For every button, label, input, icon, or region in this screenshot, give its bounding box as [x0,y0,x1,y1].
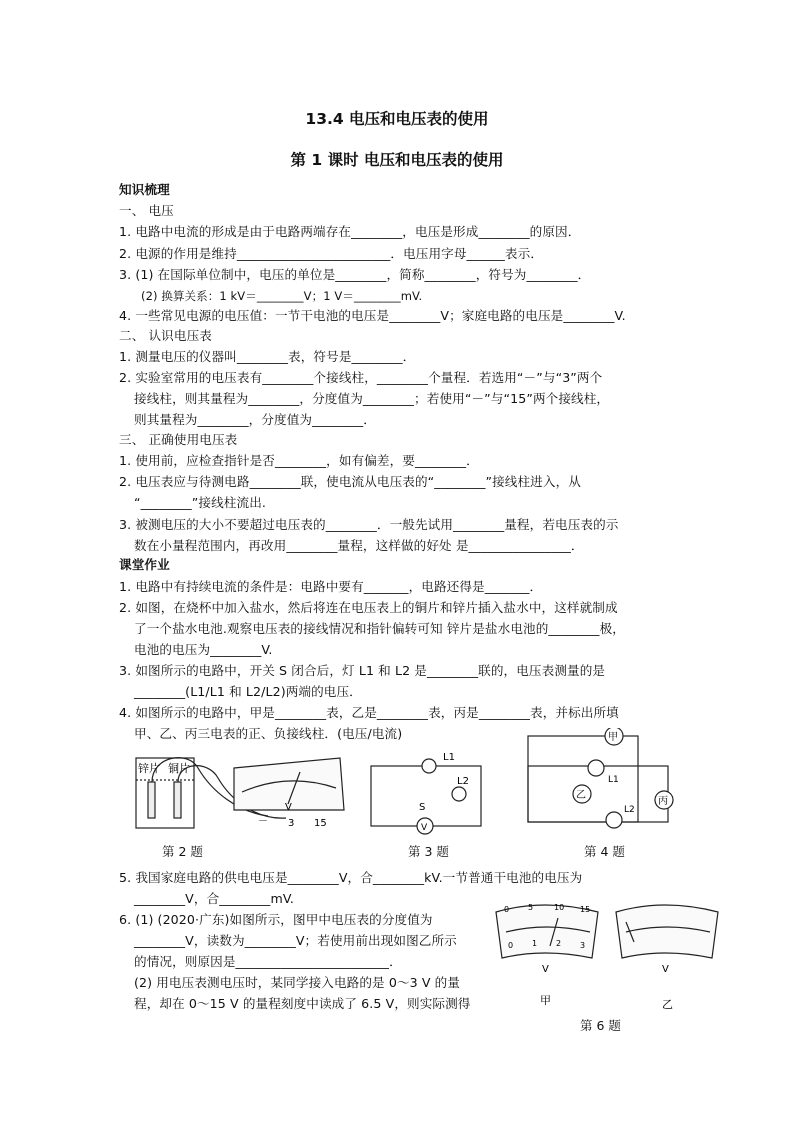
question-line: ________V，读数为________V；若使用前出现如图乙所示 [134,933,457,948]
question-line: “________”接线柱流出. [134,495,266,510]
heading-usage: 三、 正确使用电压表 [119,432,238,447]
heading-voltage: 一、 电压 [119,203,174,218]
page-title: 13.4 电压和电压表的使用 [305,110,489,128]
question-line: 电池的电压为________V. [134,642,273,657]
figure-3-circuit [365,752,490,838]
scale-bottom-0: 0 [508,941,514,950]
label-s: S [419,802,426,813]
scale-bottom-2: 2 [556,939,562,948]
question-line: 2. 实验室常用的电压表有________个接线柱，________个量程．若选用“－”与“3”两个 [119,370,603,385]
label-l2: L2 [457,776,469,787]
question-line: 4. 如图所示的电路中，甲是________表，乙是________表，丙是________表，并标出所填 [119,705,619,720]
question-line: 2. 电源的作用是维持________________________．电压用字母______表示． [119,246,544,261]
question-line: 2. 电压表应与待测电路________联，使电流从电压表的“________”接线柱进入，从 [119,474,581,489]
scale-bottom-1: 1 [532,939,538,948]
label-v-jia: V [542,964,549,975]
label-zinc: 锌片 [138,762,160,775]
question-line: 接线柱，则其量程为________，分度值为________；若使用“－”与“15”两个接线柱， [134,391,610,406]
question-line: 甲、乙、丙三电表的正、负接线柱．(电压/电流) [134,726,403,741]
question-line: 4. 一些常见电源的电压值：一节干电池的电压是________V；家庭电路的电压是________V. [119,308,626,323]
caption-fig2: 第 2 题 [162,844,203,859]
caption-fig6: 第 6 题 [580,1018,621,1033]
question-line: 1. 电路中电流的形成是由于电路两端存在________，电压是形成________的原因． [119,224,581,239]
question-line: ________(L1/L1 和 L2/L2)两端的电压． [134,684,362,699]
heading-voltmeter: 二、 认识电压表 [119,328,212,343]
terminal-3: 3 [288,818,295,829]
question-line: (2) 换算关系：1 kV＝________V；1 V＝________mV. [141,289,423,303]
figure-6-voltmeters [494,900,729,1010]
question-line: 1. 电路中有持续电流的条件是：电路中要有_______，电路还得是_______． [119,579,543,594]
meter-jia: 甲 [608,732,618,743]
section-classwork: 课堂作业 [119,557,170,572]
label-l2: L2 [624,805,635,815]
question-line: 5. 我国家庭电路的供电电压是________V，合________kV.一节普通干电池的电压为 [119,870,583,885]
question-line: 1. 使用前，应检查指针是否________，如有偏差，要________． [119,453,479,468]
caption-fig4: 第 4 题 [584,844,625,859]
caption-fig3: 第 3 题 [408,844,449,859]
section-knowledge: 知识梳理 [119,182,170,197]
terminal-minus: － [258,816,268,827]
question-line: 2. 如图，在烧杯中加入盐水，然后将连在电压表上的铜片和锌片插入盐水中，这样就制成 [119,600,618,615]
question-line: 则其量程为________，分度值为________． [134,412,376,427]
question-line: 3. 如图所示的电路中，开关 S 闭合后，灯 L1 和 L2 是________联的，电压表测量的是 [119,663,606,678]
page-subtitle: 第 1 课时 电压和电压表的使用 [290,151,504,169]
label-jia: 甲 [540,994,551,1007]
figure-4-circuit [524,728,684,832]
question-line: 6. (1) (2020·广东)如图所示，图甲中电压表的分度值为 [119,912,433,927]
scale-top-15: 15 [580,905,591,914]
question-line: ________V，合________mV. [134,891,295,906]
scale-top-5: 5 [528,903,534,912]
label-yi: 乙 [662,998,673,1010]
label-v: V [285,802,292,813]
question-line: (2) 用电压表测电压时，某同学接入电路的是 0～3 V 的量 [134,975,461,990]
meter-bing: 丙 [658,796,668,807]
question-line: 3. 被测电压的大小不要超过电压表的________．一般先试用________量程，若电压表的示 [119,517,619,532]
figure-2-salt-battery [128,752,360,834]
voltmeter-v: V [421,823,428,833]
question-line: 了一个盐水电池.观察电压表的接线情况和指针偏转可知 锌片是盐水电池的________极， [134,621,625,636]
question-line: 3. (1) 在国际单位制中，电压的单位是________，简称________，符号为________． [119,267,591,282]
label-copper: 铜片 [168,762,190,775]
question-line: 的情况，则原因是________________________． [134,954,402,969]
scale-top-10: 10 [554,903,565,912]
scale-bottom-3: 3 [580,941,586,950]
label-v-yi: V [662,964,669,975]
scale-top-0: 0 [504,905,510,914]
question-line: 数在小量程范围内，再改用________量程，这样做的好处 是________________． [134,538,584,553]
label-l1: L1 [608,775,619,785]
question-line: 1. 测量电压的仪器叫________表，符号是________． [119,349,416,364]
meter-yi: 乙 [576,790,586,801]
terminal-15: 15 [314,818,327,829]
label-l1: L1 [443,752,455,763]
question-line: 程，却在 0～15 V 的量程刻度中读成了 6.5 V，则实际测得 [134,996,471,1011]
